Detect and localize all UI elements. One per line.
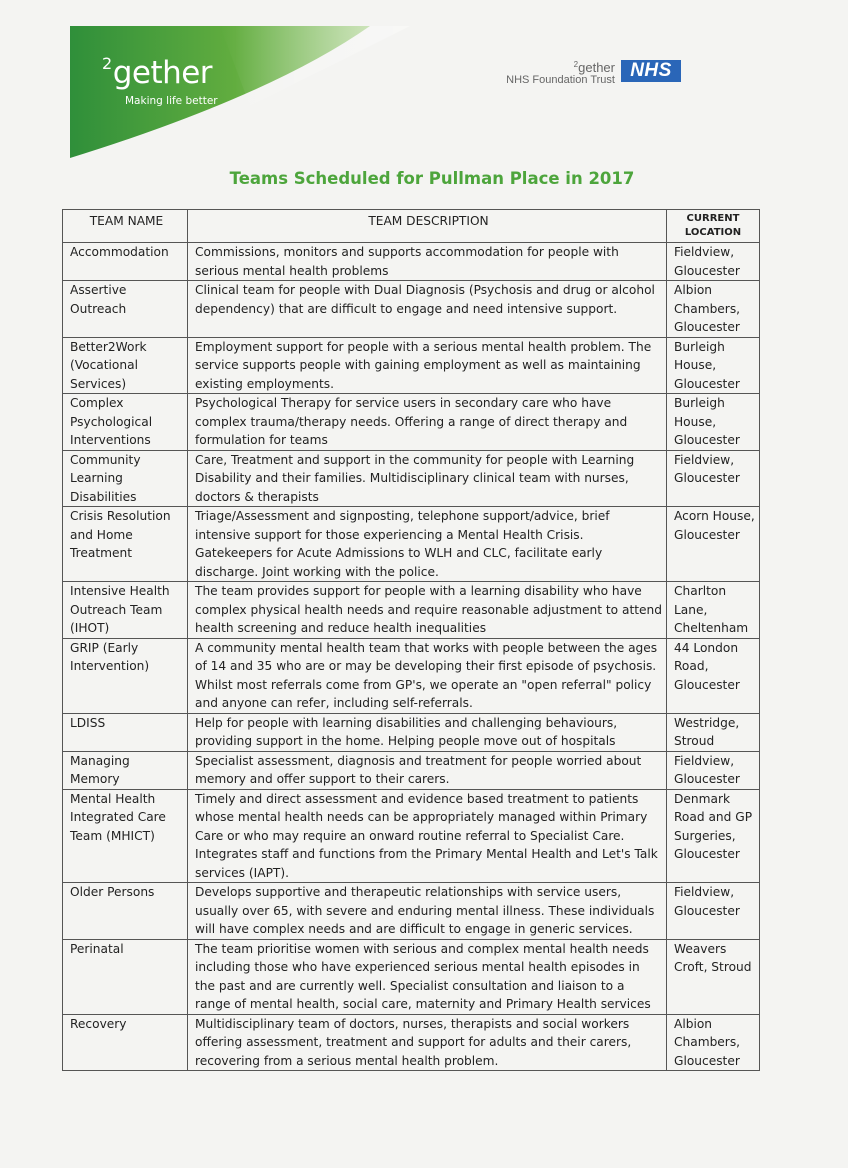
team-name-cell: Intensive Health Outreach Team (IHOT)	[63, 582, 188, 639]
team-name-cell: Assertive Outreach	[63, 281, 188, 338]
team-description-cell: Develops supportive and therapeutic relationships with service users, usually over 65, with severe and enduring mental illness. These individuals will have complex needs and are difficult to engage in generic services.	[188, 883, 667, 940]
banner-graphic	[70, 26, 410, 158]
location-cell: Fieldview, Gloucester	[667, 883, 760, 940]
team-name-cell: Managing Memory	[63, 751, 188, 789]
team-description-cell: Care, Treatment and support in the community for people with Learning Disability and their families. Multidisciplinary clinical team with nurses, doctors & therapists	[188, 450, 667, 507]
location-cell: Burleigh House, Gloucester	[667, 337, 760, 394]
team-name-cell: Better2Work (Vocational Services)	[63, 337, 188, 394]
team-name-cell: Accommodation	[63, 243, 188, 281]
table-row	[63, 751, 760, 789]
location-cell: 44 London Road, Gloucester	[667, 638, 760, 713]
team-description-cell: Specialist assessment, diagnosis and treatment for people worried about memory and offer support to their carers.	[188, 751, 667, 789]
location-cell: Weavers Croft, Stroud	[667, 939, 760, 1014]
table-header-row	[63, 210, 760, 243]
table-row	[63, 883, 760, 940]
table-row	[63, 638, 760, 713]
table-row	[63, 394, 760, 451]
table-row	[63, 507, 760, 582]
logo-word: gether	[112, 55, 213, 91]
team-name-cell: Community Learning Disabilities	[63, 450, 188, 507]
column-header-current-location: CURRENT LOCATION	[667, 210, 760, 243]
column-header-team-name: TEAM NAME	[63, 210, 188, 243]
page-title: Teams Scheduled for Pullman Place in 2017	[229, 169, 635, 188]
table-row	[63, 582, 760, 639]
trust-word: gether	[578, 60, 615, 75]
team-name-cell: Perinatal	[63, 939, 188, 1014]
team-name-cell: Mental Health Integrated Care Team (MHICT)	[63, 789, 188, 883]
logo-tagline: Making life better	[125, 95, 218, 107]
location-cell: Albion Chambers, Gloucester	[667, 1014, 760, 1071]
team-description-cell: Employment support for people with a serious mental health problem. The service supports people with gaining employment as well as maintaining existing employments.	[188, 337, 667, 394]
trust-subtitle: NHS Foundation Trust	[506, 74, 615, 86]
logo-banner	[70, 26, 410, 158]
table-row	[63, 789, 760, 883]
team-description-cell: Timely and direct assessment and evidence based treatment to patients whose mental health needs can be appropriately managed within Primary Care or who may require an onward routine referral to Specialist Care. Integrates staff and functions from the Primary Mental Health and Let's Talk services (IAPT).	[188, 789, 667, 883]
location-cell: Westridge, Stroud	[667, 713, 760, 751]
column-header-team-description: TEAM DESCRIPTION	[188, 210, 667, 243]
trust-superscript: 2	[573, 60, 579, 69]
location-cell: Denmark Road and GP Surgeries, Gloucester	[667, 789, 760, 883]
team-description-cell: Clinical team for people with Dual Diagnosis (Psychosis and drug or alcohol dependency) that are difficult to engage and need intensive support.	[188, 281, 667, 338]
location-cell: Albion Chambers, Gloucester	[667, 281, 760, 338]
table-row	[63, 450, 760, 507]
trust-name	[480, 58, 615, 74]
teams-table-body	[63, 243, 760, 1071]
table-row	[63, 939, 760, 1014]
logo-wordmark	[102, 54, 212, 91]
table-row	[63, 337, 760, 394]
location-cell: Burleigh House, Gloucester	[667, 394, 760, 451]
table-row	[63, 1014, 760, 1071]
location-cell: Fieldview, Gloucester	[667, 243, 760, 281]
team-description-cell: Help for people with learning disabilities and challenging behaviours, providing support in the home. Helping people move out of hospitals	[188, 713, 667, 751]
team-description-cell: Commissions, monitors and supports accommodation for people with serious mental health problems	[188, 243, 667, 281]
team-description-cell: A community mental health team that works with people between the ages of 14 and 35 who are or may be developing their first episode of psychosis. Whilst most referrals come from GP's, we operate an "open referral" policy and anyone can refer, including self-referrals.	[188, 638, 667, 713]
table-row	[63, 243, 760, 281]
logo-superscript: 2	[102, 54, 112, 73]
team-name-cell: Older Persons	[63, 883, 188, 940]
teams-table	[62, 209, 760, 1071]
location-cell: Charlton Lane, Cheltenham	[667, 582, 760, 639]
table-row	[63, 713, 760, 751]
team-name-cell: Crisis Resolution and Home Treatment	[63, 507, 188, 582]
location-cell: Fieldview, Gloucester	[667, 450, 760, 507]
team-name-cell: Complex Psychological Interventions	[63, 394, 188, 451]
team-name-cell: LDISS	[63, 713, 188, 751]
team-name-cell: Recovery	[63, 1014, 188, 1071]
nhs-logo: NHS	[621, 60, 681, 82]
team-description-cell: The team prioritise women with serious and complex mental health needs including those who have experienced serious mental health episodes in the past and are currently well. Specialist consultation and liaison to a range of mental health, social care, maternity and Primary Health services	[188, 939, 667, 1014]
table-row	[63, 281, 760, 338]
team-description-cell: Multidisciplinary team of doctors, nurses, therapists and social workers offering assessment, treatment and support for adults and their carers, recovering from a serious mental health problem.	[188, 1014, 667, 1071]
trust-name-block	[480, 58, 615, 87]
team-description-cell: The team provides support for people with a learning disability who have complex physical health needs and require reasonable adjustment to attend health screening and reduce health inequalities	[188, 582, 667, 639]
team-name-cell: GRIP (Early Intervention)	[63, 638, 188, 713]
team-description-cell: Triage/Assessment and signposting, telephone support/advice, brief intensive support for those experiencing a Mental Health Crisis. Gatekeepers for Acute Admissions to WLH and CLC, facilitate early discharge. Joint working with the police.	[188, 507, 667, 582]
team-description-cell: Psychological Therapy for service users in secondary care who have complex trauma/therapy needs. Offering a range of direct therapy and formulation for teams	[188, 394, 667, 451]
location-cell: Acorn House, Gloucester	[667, 507, 760, 582]
location-cell: Fieldview, Gloucester	[667, 751, 760, 789]
